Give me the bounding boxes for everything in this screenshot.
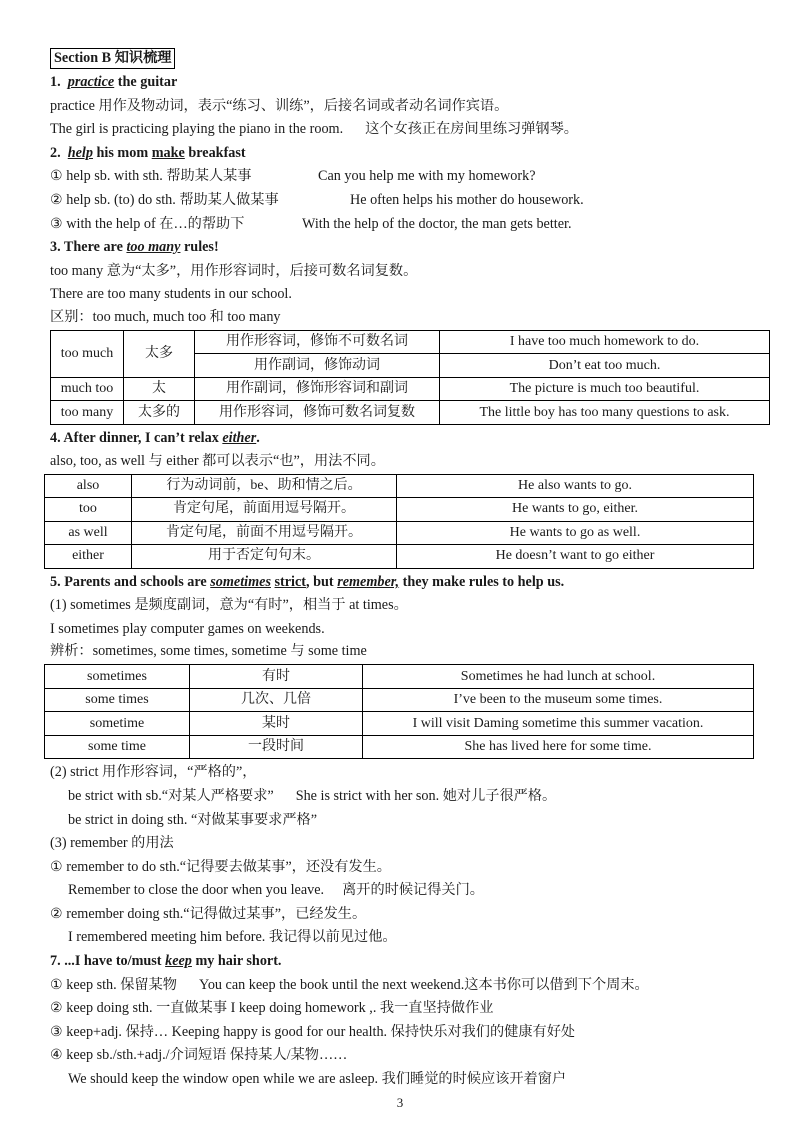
table-row <box>45 521 754 545</box>
heading-2-underlined: make <box>151 144 185 161</box>
table-row <box>45 545 754 569</box>
table-cell: 有时 <box>190 665 363 689</box>
table-cell: too <box>45 498 132 522</box>
table-cell: 几次、几倍 <box>190 688 363 712</box>
heading-1-em: practice <box>67 74 115 90</box>
heading-5-em-1: sometimes <box>210 573 271 590</box>
s1-example-en: The girl is practicing playing the piano in the room. <box>50 121 344 138</box>
heading-7-em: keep <box>165 953 192 970</box>
table-cell: 用于否定句句末。 <box>132 545 397 569</box>
heading-2-rest: breakfast <box>184 144 246 161</box>
heading-5-pre: Parents and schools are <box>60 573 211 590</box>
table-cell: He also wants to go. <box>397 474 754 498</box>
table-row <box>45 474 754 498</box>
heading-2 <box>50 142 770 166</box>
table-cell: 肯定句尾，前面用逗号隔开。 <box>132 498 397 522</box>
s2-item-1 <box>50 165 770 189</box>
heading-7-rest: my hair short. <box>191 953 282 970</box>
table-cell: some time <box>45 735 190 759</box>
heading-5-rest: they make rules to help us. <box>399 573 565 590</box>
table-cell: He wants to go, either. <box>397 498 754 522</box>
heading-4 <box>50 427 770 451</box>
s3-line-1: too many 意为“太多”，用作形容词时，后接可数名词复数。 <box>50 262 418 279</box>
table-cell: too many <box>51 401 124 425</box>
s2-item-3-usage: ③ with the help of 在…的帮助下 <box>50 215 245 232</box>
s5-line-4: (2) strict 用作形容词，“严格的”， <box>50 764 257 781</box>
s3-line-3: 区别：too much, much too 和 too many <box>50 308 281 325</box>
s4-line-1: also, too, as well 与 either 都可以表示“也”，用法不同。 <box>50 452 385 469</box>
too-much-table <box>50 330 770 425</box>
table-cell: 行为动词前，be、助和情之后。 <box>132 474 397 498</box>
s1-example-cn: 这个女孩正在房间里练习弹钢琴。 <box>365 121 578 138</box>
heading-4-em: either <box>222 429 257 446</box>
s5-strict-with: be strict with sb.“对某人严格要求” <box>68 787 274 804</box>
s7-line-5: We should keep the window open while we are asleep. 我们睡觉的时候应该开着窗户 <box>68 1071 567 1088</box>
s2-item-2-example: He often helps his mother do housework. <box>350 191 584 208</box>
heading-3 <box>50 236 770 260</box>
sometimes-table <box>44 664 754 759</box>
s5-line-3: 辨析：sometimes, some times, sometime 与 some time <box>50 643 367 660</box>
table-row <box>45 712 754 736</box>
heading-2-num: 2. <box>50 144 61 161</box>
table-cell: 肯定句尾，前面不用逗号隔开。 <box>132 521 397 545</box>
table-row <box>51 377 770 401</box>
table-cell: as well <box>45 521 132 545</box>
table-cell: I’ve been to the museum some times. <box>363 688 754 712</box>
document-page <box>50 45 770 1092</box>
s5-line-10: ② remember doing sth.“记得做过某事”，已经发生。 <box>50 905 367 922</box>
s2-item-2 <box>50 189 770 213</box>
s7-line-3: ③ keep+adj. 保持… Keeping happy is good for our health. 保持快乐对我们的健康有好处 <box>50 1023 576 1040</box>
s3-line-2: There are too many students in our school. <box>50 286 292 303</box>
table-cell: 用作副词，修饰形容词和副词 <box>195 377 440 401</box>
s2-item-1-example: Can you help me with my homework? <box>318 168 536 185</box>
heading-4-num: 4. <box>50 429 61 446</box>
heading-2-mid: his mom <box>92 144 152 161</box>
table-cell: 一段时间 <box>190 735 363 759</box>
section-title: Section B 知识梳理 <box>50 48 175 69</box>
table-cell: She has lived here for some time. <box>363 735 754 759</box>
s5-line-1: (1) sometimes 是频度副词，意为“有时”，相当于 at times。 <box>50 597 408 614</box>
s5-line-5 <box>50 785 770 809</box>
s5-line-9 <box>50 879 770 903</box>
s5-line-11: I remembered meeting him before. 我记得以前见过他。 <box>68 929 397 946</box>
table-cell: Don’t eat too much. <box>440 354 770 378</box>
heading-7-num: 7. <box>50 953 61 970</box>
table-cell: some times <box>45 688 190 712</box>
s7-line-4: ④ keep sb./sth.+adj./介词短语 保持某人/某物…… <box>50 1047 348 1064</box>
heading-1-num: 1. <box>50 74 61 90</box>
table-cell: 用作副词，修饰动词 <box>195 354 440 378</box>
table-row <box>45 735 754 759</box>
heading-3-pre: There are <box>60 239 127 256</box>
s7-line-1 <box>50 974 770 998</box>
table-cell: much too <box>51 377 124 401</box>
s7-keep-sth: ① keep sth. 保留某物 <box>50 976 177 993</box>
s2-item-2-usage: ② help sb. (to) do sth. 帮助某人做某事 <box>50 191 279 208</box>
table-cell: 某时 <box>190 712 363 736</box>
table-cell: sometimes <box>45 665 190 689</box>
table-cell: I will visit Daming sometime this summer vacation. <box>363 712 754 736</box>
table-cell: 用作形容词，修饰不可数名词 <box>195 330 440 354</box>
s2-item-3-example: With the help of the doctor, the man gets better. <box>302 215 572 232</box>
page-number: 3 <box>396 1095 404 1110</box>
table-cell: I have too much homework to do. <box>440 330 770 354</box>
s5-line-7: (3) remember 的用法 <box>50 835 174 852</box>
table-cell: too much <box>51 330 124 377</box>
table-cell: Sometimes he had lunch at school. <box>363 665 754 689</box>
table-cell: The picture is much too beautiful. <box>440 377 770 401</box>
table-row <box>45 498 754 522</box>
heading-4-rest: . <box>256 429 260 446</box>
heading-1-rest: the guitar <box>114 74 178 90</box>
also-too-table <box>44 474 754 569</box>
s5-strict-example: She is strict with her son. 她对儿子很严格。 <box>295 787 557 804</box>
s5-remember-example-en: Remember to close the door when you leave. <box>68 882 325 899</box>
heading-5-mid: , but <box>306 573 338 590</box>
s5-line-2: I sometimes play computer games on weekends. <box>50 620 325 637</box>
table-cell: He doesn’t want to go either <box>397 545 754 569</box>
heading-1 <box>50 71 770 95</box>
heading-5-num: 5. <box>50 573 61 590</box>
heading-5-em-2: strict <box>274 573 307 590</box>
heading-4-pre: After dinner, I can’t relax <box>60 429 223 446</box>
heading-7 <box>50 950 770 974</box>
heading-2-em: help <box>67 144 93 161</box>
heading-3-num: 3. <box>50 239 61 256</box>
table-cell: either <box>45 545 132 569</box>
s7-keep-sth-example: You can keep the book until the next weekend.这本书你可以借到下个周末。 <box>199 976 649 993</box>
table-row <box>51 330 770 354</box>
heading-5-em-3: remember, <box>337 573 400 590</box>
s7-line-2: ② keep doing sth. 一直做某事 I keep doing homework ,. 我一直坚持做作业 <box>50 1000 494 1017</box>
table-row <box>45 665 754 689</box>
s1-line-2 <box>50 118 770 142</box>
table-cell: 太多 <box>124 330 195 377</box>
heading-5 <box>50 571 770 595</box>
s2-item-3 <box>50 213 770 237</box>
table-cell: He wants to go as well. <box>397 521 754 545</box>
s1-line-1: practice 用作及物动词，表示“练习、训练”，后接名词或者动名词作宾语。 <box>50 97 509 114</box>
s5-line-6: be strict in doing sth. “对做某事要求严格” <box>68 811 318 828</box>
table-cell: The little boy has too many questions to ask. <box>440 401 770 425</box>
s5-line-8: ① remember to do sth.“记得要去做某事”，还没有发生。 <box>50 858 391 875</box>
heading-3-rest: rules! <box>180 239 219 256</box>
section-heading-row <box>50 45 770 71</box>
heading-7-pre: ...I have to/must <box>60 953 166 970</box>
s2-item-1-usage: ① help sb. with sth. 帮助某人某事 <box>50 168 252 185</box>
table-cell: also <box>45 474 132 498</box>
heading-3-em: too many <box>126 239 181 256</box>
table-row <box>51 401 770 425</box>
table-cell: 太 <box>124 377 195 401</box>
table-cell: 用作形容词，修饰可数名词复数 <box>195 401 440 425</box>
table-cell: sometime <box>45 712 190 736</box>
s5-remember-example-cn: 离开的时候记得关门。 <box>342 882 484 899</box>
table-row <box>45 688 754 712</box>
table-cell: 太多的 <box>124 401 195 425</box>
